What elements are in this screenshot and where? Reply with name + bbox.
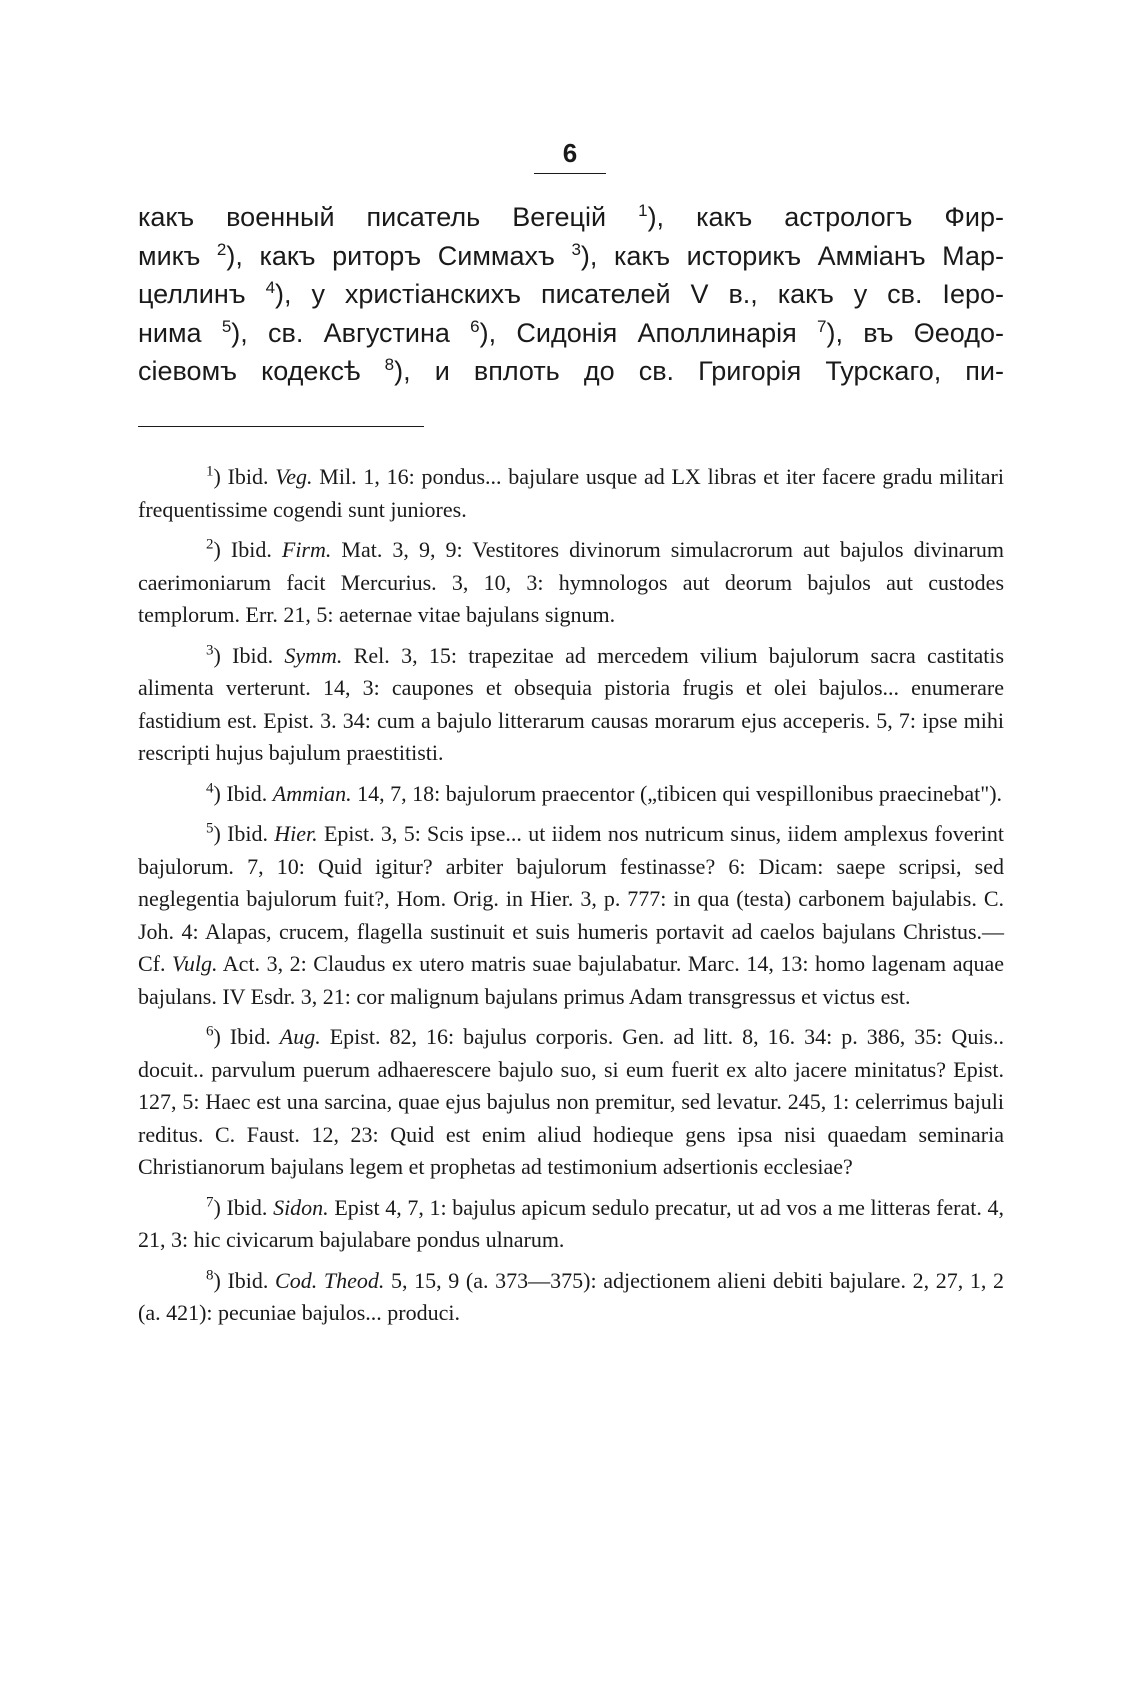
footnote-reference[interactable]: 6 xyxy=(470,316,480,336)
footnote-prefix: ) Ibid. xyxy=(213,1267,276,1293)
footnote-8 xyxy=(138,1265,1004,1330)
footnote-mark: 7 xyxy=(206,1194,214,1211)
footnote-prefix: ) Ibid. xyxy=(213,1194,274,1220)
footnote-7 xyxy=(138,1192,1004,1257)
footnote-mark: 4 xyxy=(206,780,214,797)
footnote-text: 5, 15, 9 (a. 373—375): adjectionem alieni debiti bajulare. 2, 27, 1, 2 (a. 421): pecuniae bajulos... produci. xyxy=(138,1267,1004,1325)
footnote-mark: 1 xyxy=(206,463,214,480)
footnote-mark: 5 xyxy=(206,820,214,837)
main-text xyxy=(138,198,1004,391)
footnote-1 xyxy=(138,461,1004,526)
footnote-text: Act. 3, 2: Claudus ex utero matris suae bajulabatur. Marc. 14, 13: homo lagenam aquae bajulans. IV Esdr. 3, 21: cor malignum bajulans primus Adam transgressus et victus est. xyxy=(138,951,1005,1009)
footnote-reference[interactable]: 3 xyxy=(571,239,581,259)
footnote-source: Symm. xyxy=(284,642,343,668)
footnote-reference[interactable]: 2 xyxy=(216,239,227,259)
main-text-segment: ), какъ историкъ Амміанъ Мар- xyxy=(580,240,1004,271)
footnote-3 xyxy=(138,640,1004,770)
footnote-text: Mat. 3, 9, 9: Vestitores divinorum simulacrorum aut bajulos divinarum caerimoniarum facit Mercurius. 3, 10, 3: hymnologos aut deorum bajulos aut custodes templorum. Err. 21, 5: aeternae vitae bajulans signum. xyxy=(138,537,1004,627)
main-text-segment: ), у христіанскихъ писателей V в., какъ у св. Іеро- xyxy=(275,279,1004,309)
footnote-prefix: ) Ibid. xyxy=(213,821,275,846)
main-text-segment: ), св. Августина xyxy=(231,317,471,348)
footnote-reference[interactable]: 1 xyxy=(638,201,648,220)
footnote-text: Epist. 82, 16: bajulus corporis. Gen. ad litt. 8, 16. 34: p. 386, 35: Quis.. docuit.. parvulum puerum adhaerescere bajulo suo, si eum fuerit ex alto jacere minitatus? Epist. 127, 5: Haec est una sarcina, quae ejus bajulus non premitur, sed levatur. 245, 1: celerrimus bajuli reditus. C. Faust. 12, 23: Quid est enim aliud hodieque gens ipsa nisi quaedam seminaria Christianorum bajulans legem et prophetas ad testimonium adsertionis ecclesiae? xyxy=(138,1024,1004,1179)
main-text-line xyxy=(138,237,1004,276)
footnote-separator xyxy=(138,426,424,427)
page-number: 6 xyxy=(534,138,606,174)
footnote-source: Cod. Theod. xyxy=(275,1267,385,1293)
main-text-segment: сіевомъ кодексѣ xyxy=(138,356,385,386)
footnote-mark: 2 xyxy=(206,536,214,553)
main-text-line xyxy=(138,314,1004,353)
footnote-prefix: ) Ibid. xyxy=(213,464,276,489)
footnote-source: Firm. xyxy=(281,537,332,562)
main-text-line xyxy=(138,352,1004,391)
main-text-segment: микъ xyxy=(138,240,217,271)
footnote-text: Rel. 3, 15: trapezitae ad mercedem vilium bajulorum sacra castitatis alimenta verterunt. 14, 3: caupones et obsequia pistoria frugis et olei bajulos... enumerare fastidium est. Epist. 3. 34: cum a bajulo litterarum causas morarum ejus acceperis. 5, 7: ipse mihi rescripti hujus bajulum praestitisti. xyxy=(138,642,1005,765)
footnote-5 xyxy=(138,818,1004,1013)
footnote-mark: 6 xyxy=(206,1023,214,1040)
footnote-prefix: ) Ibid. xyxy=(213,537,282,562)
main-text-segment: целлинъ xyxy=(138,279,266,309)
footnote-source: Aug. xyxy=(279,1024,321,1049)
footnote-source: Veg. xyxy=(275,464,313,489)
main-text-segment: какъ военный писатель Вегецій xyxy=(138,202,639,232)
footnote-text: Epist 4, 7, 1: bajulus apicum sedulo precatur, ut ad vos a me litteras ferat. 4, 21, 3: hic civicarum bajulabare pondus ulnarum. xyxy=(138,1194,1005,1252)
footnote-reference[interactable]: 7 xyxy=(816,316,827,336)
footnote-2 xyxy=(138,534,1004,632)
footnote-reference[interactable]: 4 xyxy=(265,278,276,297)
footnote-reference[interactable]: 5 xyxy=(221,316,232,336)
footnote-reference[interactable]: 8 xyxy=(384,355,395,374)
main-text-segment: ), Сидонія Аполлинарія xyxy=(479,317,817,348)
footnote-source: Sidon. xyxy=(273,1194,329,1220)
main-text-segment: ), какъ астрологъ Фир- xyxy=(647,202,1004,232)
footnote-source: Ammian. xyxy=(272,780,352,806)
footnote-prefix: ) Ibid. xyxy=(213,642,285,668)
footnote-source: Vulg. xyxy=(172,951,218,976)
footnote-text: Epist. 3, 5: Scis ipse... ut iidem nos nutricum sinus, iidem amplexus foverint bajulorum. 7, 10: Quid igitur? arbiter bajulorum festinasse? 6: Dicam: saepe scripsi, sed neglegentia bajulorum fuit?, Hom. Orig. in Hier. 3, p. 777: in qua (testa) carbonem bajulabis. C. Joh. 4: Alapas, crucem, flagella sustinuit et suis humeris portavit ad caelos bajulans Christus.—Cf. xyxy=(138,821,1005,976)
main-text-segment: нима xyxy=(138,317,222,348)
footnote-4 xyxy=(138,778,1004,811)
main-text-line xyxy=(138,275,1004,314)
footnotes xyxy=(138,461,1004,1338)
footnote-prefix: ) Ibid. xyxy=(213,1024,280,1049)
main-text-segment: ), какъ риторъ Симмахъ xyxy=(226,240,572,271)
footnote-text: Mil. 1, 16: pondus... bajulare usque ad LX libras et iter facere gradu militari frequentissime cogendi sunt juniores. xyxy=(138,464,1004,522)
main-text-line xyxy=(138,198,1004,237)
footnote-mark: 8 xyxy=(206,1267,214,1284)
main-text-segment: ), въ Θеодо- xyxy=(826,317,1004,348)
footnote-text: 14, 7, 18: bajulorum praecentor („tibicen qui vespillonibus praecinebat"). xyxy=(351,780,1003,806)
footnote-mark: 3 xyxy=(206,642,214,659)
footnote-source: Hier. xyxy=(274,821,318,846)
footnote-6 xyxy=(138,1021,1004,1184)
main-text-segment: ), и вплоть до св. Григорія Турскаго, пи- xyxy=(394,356,1004,386)
footnote-prefix: ) Ibid. xyxy=(213,780,273,806)
